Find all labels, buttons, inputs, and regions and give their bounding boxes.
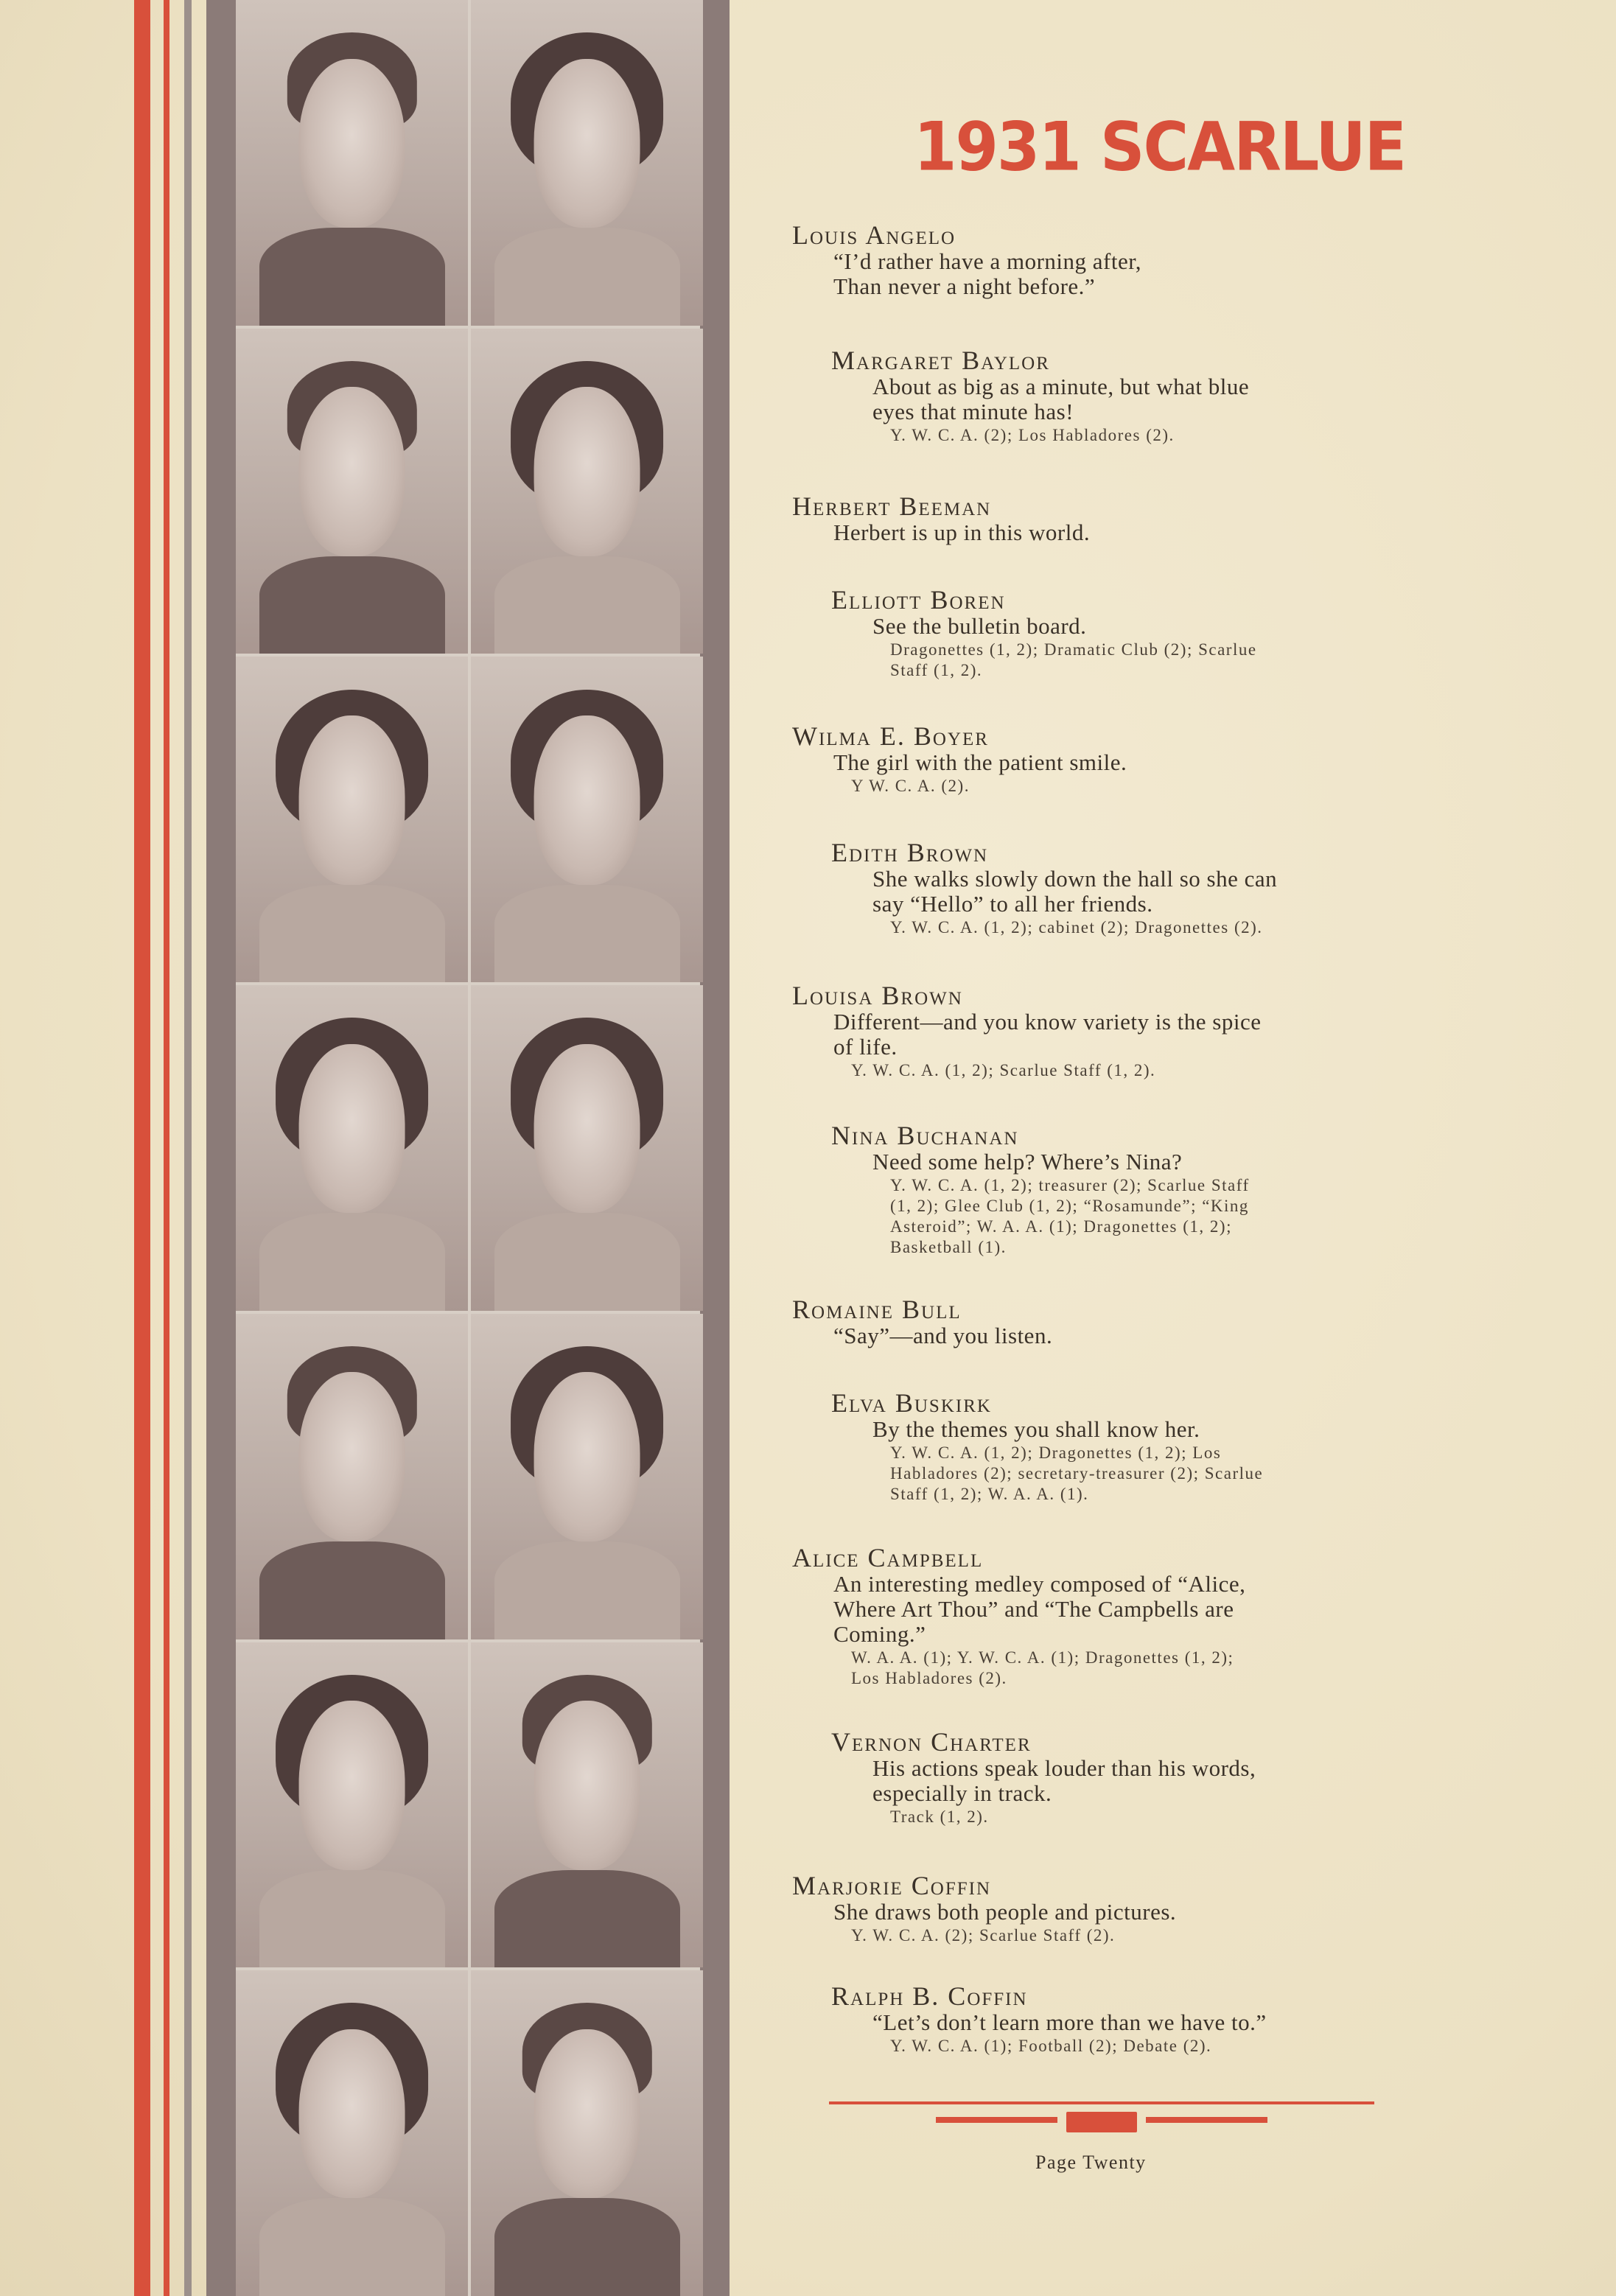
- portrait-photo: [471, 1314, 703, 1639]
- student-name: Wilma E. Boyer: [792, 721, 989, 751]
- student-activities-line: Habladores (2); secretary-treasurer (2); Scarlue: [890, 1464, 1264, 1483]
- portrait-photo: [471, 985, 703, 1311]
- student-activities-line: Y. W. C. A. (1, 2); Dragonettes (1, 2); Los: [890, 1443, 1222, 1462]
- senior-entry: [792, 722, 1127, 796]
- footer-ornament-right: [1146, 2117, 1267, 2123]
- student-activities-line: (1, 2); Glee Club (1, 2); “Rosamunde”; “King: [890, 1197, 1249, 1215]
- portrait-body: [259, 885, 445, 983]
- student-name: Nina Buchanan: [831, 1121, 1019, 1150]
- senior-entry: [831, 1389, 1263, 1504]
- student-quote-line: Need some help? Where’s Nina?: [872, 1149, 1183, 1175]
- page-title: 1931 SCARLUE: [914, 108, 1405, 186]
- student-quote-line: Herbert is up in this world.: [833, 519, 1091, 545]
- senior-entry: [831, 1982, 1267, 2056]
- portrait-head: [298, 1044, 405, 1214]
- portrait-photo: [236, 657, 468, 982]
- senior-entry: [792, 221, 1141, 299]
- portrait-photo: [236, 329, 468, 654]
- student-activities-line: Staff (1, 2); W. A. A. (1).: [890, 1485, 1089, 1503]
- footer-rule: [829, 2101, 1374, 2104]
- portrait-body: [259, 556, 445, 654]
- portrait-head: [298, 715, 405, 885]
- portrait-head: [534, 1701, 640, 1870]
- student-name: Margaret Baylor: [831, 346, 1050, 375]
- portrait-body: [494, 228, 680, 326]
- senior-entry: [831, 1121, 1250, 1257]
- portrait-head: [534, 2029, 640, 2199]
- portrait-head: [534, 1372, 640, 1541]
- student-quote-line: See the bulletin board.: [872, 613, 1087, 639]
- student-quote-line: “I’d rather have a morning after,: [833, 248, 1142, 274]
- footer-ornament-center: [1066, 2112, 1137, 2132]
- student-name: Elva Buskirk: [831, 1388, 992, 1418]
- portrait-head: [298, 387, 405, 556]
- senior-entry: [792, 1872, 1176, 1945]
- senior-entry: [831, 586, 1257, 680]
- student-activities-line: Asteroid”; W. A. A. (1); Dragonettes (1, 2);: [890, 1217, 1232, 1236]
- student-name: Louisa Brown: [792, 981, 963, 1010]
- portrait-body: [259, 1541, 445, 1639]
- portrait-head: [534, 59, 640, 228]
- portrait-photo: [236, 0, 468, 326]
- red-stripe-outer: [134, 0, 150, 2296]
- page-number: Page Twenty: [1035, 2152, 1147, 2173]
- footer-ornament-left: [936, 2117, 1057, 2123]
- student-activities-line: Track (1, 2).: [890, 1807, 989, 1826]
- portrait-photo: [471, 1642, 703, 1968]
- photo-column: [206, 0, 730, 2296]
- portrait-body: [494, 1870, 680, 1968]
- portrait-photo: [471, 329, 703, 654]
- portrait-photo: [471, 0, 703, 326]
- portrait-photo: [236, 985, 468, 1311]
- student-quote-line: The girl with the patient smile.: [833, 749, 1127, 775]
- red-stripe-inner: [164, 0, 169, 2296]
- student-name: Ralph B. Coffin: [831, 1981, 1028, 2011]
- student-quote-line: say “Hello” to all her friends.: [872, 891, 1153, 917]
- student-activities-line: Y. W. C. A. (1, 2); cabinet (2); Dragonettes (2).: [890, 918, 1263, 937]
- portrait-head: [534, 1044, 640, 1214]
- student-name: Edith Brown: [831, 838, 989, 867]
- student-activities-line: Los Habladores (2).: [851, 1669, 1007, 1687]
- student-quote-line: Than never a night before.”: [833, 273, 1096, 299]
- student-activities-line: W. A. A. (1); Y. W. C. A. (1); Dragonettes (1, 2);: [851, 1648, 1234, 1667]
- student-name: Elliott Boren: [831, 585, 1006, 615]
- student-quote-line: Different—and you know variety is the spice: [833, 1009, 1262, 1035]
- student-activities-line: Y. W. C. A. (2); Scarlue Staff (2).: [851, 1926, 1116, 1945]
- portrait-body: [259, 228, 445, 326]
- student-quote-line: An interesting medley composed of “Alice,: [833, 1571, 1246, 1597]
- student-activities-line: Y. W. C. A. (2); Los Habladores (2).: [890, 426, 1175, 444]
- portrait-head: [298, 2029, 405, 2199]
- student-quote-line: She draws both people and pictures.: [833, 1899, 1177, 1925]
- portrait-body: [259, 2198, 445, 2296]
- portrait-body: [494, 556, 680, 654]
- portrait-grid: [236, 0, 700, 2296]
- portrait-body: [494, 1541, 680, 1639]
- senior-entry: [831, 839, 1277, 937]
- student-quote-line: “Say”—and you listen.: [833, 1323, 1053, 1348]
- portrait-photo: [471, 1970, 703, 2296]
- senior-entry: [792, 492, 1090, 545]
- portrait-head: [298, 1701, 405, 1870]
- portrait-photo: [236, 1970, 468, 2296]
- portrait-body: [494, 2198, 680, 2296]
- student-activities-line: Y. W. C. A. (1); Football (2); Debate (2).: [890, 2037, 1212, 2055]
- portrait-body: [259, 1213, 445, 1311]
- student-quote-line: eyes that minute has!: [872, 399, 1074, 424]
- portrait-body: [494, 1213, 680, 1311]
- student-name: Marjorie Coffin: [792, 1871, 992, 1900]
- student-activities-line: Basketball (1).: [890, 1238, 1007, 1256]
- student-name: Vernon Charter: [831, 1727, 1032, 1757]
- portrait-head: [298, 59, 405, 228]
- student-activities-line: Y. W. C. A. (1, 2); treasurer (2); Scarlue Staff: [890, 1176, 1250, 1194]
- portrait-body: [494, 885, 680, 983]
- student-name: Romaine Bull: [792, 1295, 962, 1324]
- student-quote-line: especially in track.: [872, 1780, 1052, 1806]
- student-activities-line: Y. W. C. A. (1, 2); Scarlue Staff (1, 2).: [851, 1061, 1156, 1079]
- senior-entry: [831, 1728, 1256, 1827]
- student-quote-line: Coming.”: [833, 1621, 926, 1647]
- senior-entry: [831, 346, 1249, 445]
- student-activities-line: Dragonettes (1, 2); Dramatic Club (2); Scarlue: [890, 640, 1257, 659]
- student-activities-line: Staff (1, 2).: [890, 661, 983, 679]
- portrait-head: [534, 715, 640, 885]
- student-quote-line: of life.: [833, 1034, 898, 1060]
- gray-stripe: [184, 0, 192, 2296]
- student-quote-line: Where Art Thou” and “The Campbells are: [833, 1596, 1234, 1622]
- portrait-head: [298, 1372, 405, 1541]
- portrait-head: [534, 387, 640, 556]
- senior-entry: [792, 1295, 1052, 1348]
- senior-entry: [792, 981, 1262, 1080]
- student-name: Herbert Beeman: [792, 491, 992, 521]
- portrait-photo: [236, 1314, 468, 1639]
- student-quote-line: About as big as a minute, but what blue: [872, 374, 1250, 399]
- student-quote-line: His actions speak louder than his words,: [872, 1755, 1256, 1781]
- student-quote-line: She walks slowly down the hall so she can: [872, 866, 1278, 892]
- portrait-photo: [471, 657, 703, 982]
- portrait-body: [259, 1870, 445, 1968]
- portrait-photo: [236, 1642, 468, 1968]
- student-quote-line: By the themes you shall know her.: [872, 1416, 1200, 1442]
- student-activities-line: Y W. C. A. (2).: [851, 777, 970, 795]
- senior-entry: [792, 1544, 1245, 1688]
- student-name: Louis Angelo: [792, 220, 956, 250]
- student-quote-line: “Let’s don’t learn more than we have to.”: [872, 2009, 1267, 2035]
- student-name: Alice Campbell: [792, 1543, 984, 1572]
